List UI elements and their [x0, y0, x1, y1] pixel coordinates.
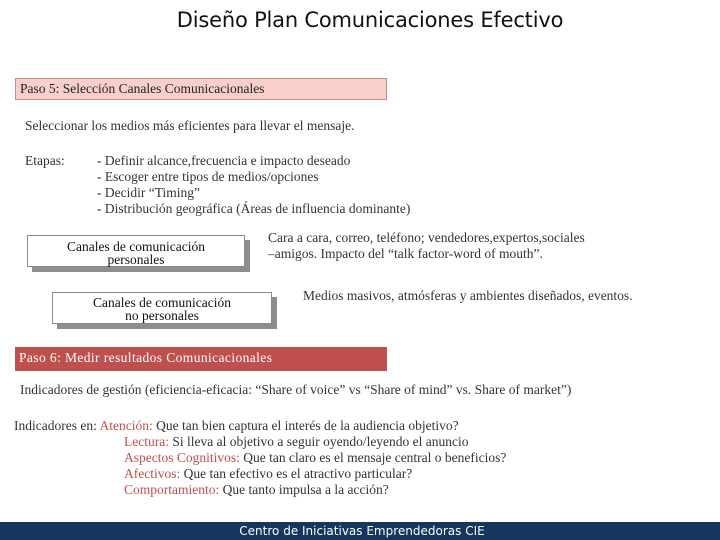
- etapa-item: - Escoger entre tipos de medios/opciones: [97, 169, 319, 184]
- channel-desc-line: –amigos. Impacto del “talk factor-word of mouth”.: [268, 246, 543, 261]
- indicator-term: Lectura:: [124, 434, 169, 449]
- indicator-row: [14, 482, 506, 498]
- channel-label: personales: [107, 252, 165, 267]
- etapa-item: - Decidir “Timing”: [97, 185, 200, 200]
- indicator-row: [14, 450, 506, 466]
- step6-header: Paso 6: Medir resultados Comunicacionales: [15, 347, 387, 371]
- indicator-term: Atención:: [99, 418, 153, 433]
- indicator-row: [14, 466, 506, 482]
- step6-intro: Indicadores de gestión (eficiencia-eficacia: “Share of voice” vs “Share of mind” vs. Share of market”): [20, 382, 572, 397]
- etapas-list: [97, 153, 410, 217]
- indicator-text: Que tan claro es el mensaje central o beneficios?: [243, 450, 507, 465]
- indicator-text: Que tan efectivo es el atractivo particular?: [183, 466, 413, 481]
- indicadores-prefix: Indicadores en:: [14, 418, 97, 433]
- channel-box-nonpersonal: [52, 292, 272, 324]
- page-title: Diseño Plan Comunicaciones Efectivo: [176, 8, 564, 32]
- indicator-term: Afectivos:: [124, 466, 181, 481]
- channel-desc-personal: [268, 230, 585, 262]
- indicator-row: [14, 434, 506, 450]
- etapas-label: Etapas:: [25, 153, 65, 168]
- etapa-item: - Distribución geográfica (Áreas de influencia dominante): [97, 201, 411, 216]
- indicator-text: Si lleva al objetivo a seguir oyendo/leyendo el anuncio: [172, 434, 469, 449]
- indicator-row: [14, 418, 506, 434]
- channel-label: no personales: [125, 308, 199, 323]
- channel-desc-nonpersonal: Medios masivos, atmósferas y ambientes diseñados, eventos.: [303, 288, 633, 303]
- step5-header: Paso 5: Selección Canales Comunicacionales: [15, 78, 387, 100]
- step5-intro: Seleccionar los medios más eficientes para llevar el mensaje.: [25, 118, 355, 133]
- channel-desc-line: Cara a cara, correo, teléfono; vendedores,expertos,sociales: [268, 230, 585, 245]
- etapa-item: - Definir alcance,frecuencia e impacto deseado: [97, 153, 351, 168]
- channel-label: Canales de comunicación: [67, 239, 205, 254]
- channel-label: Canales de comunicación: [93, 295, 231, 310]
- indicator-text: Que tanto impulsa a la acción?: [222, 482, 389, 497]
- indicator-term: Aspectos Cognitivos:: [124, 450, 240, 465]
- channel-box-personal: [27, 235, 245, 267]
- indicator-term: Comportamiento:: [124, 482, 220, 497]
- indicadores-block: [14, 418, 506, 498]
- footer-text: Centro de Iniciativas Emprendedoras CIE: [239, 524, 485, 538]
- indicator-text: Que tan bien captura el interés de la audiencia objetivo?: [156, 418, 459, 433]
- footer-bar: [0, 522, 720, 540]
